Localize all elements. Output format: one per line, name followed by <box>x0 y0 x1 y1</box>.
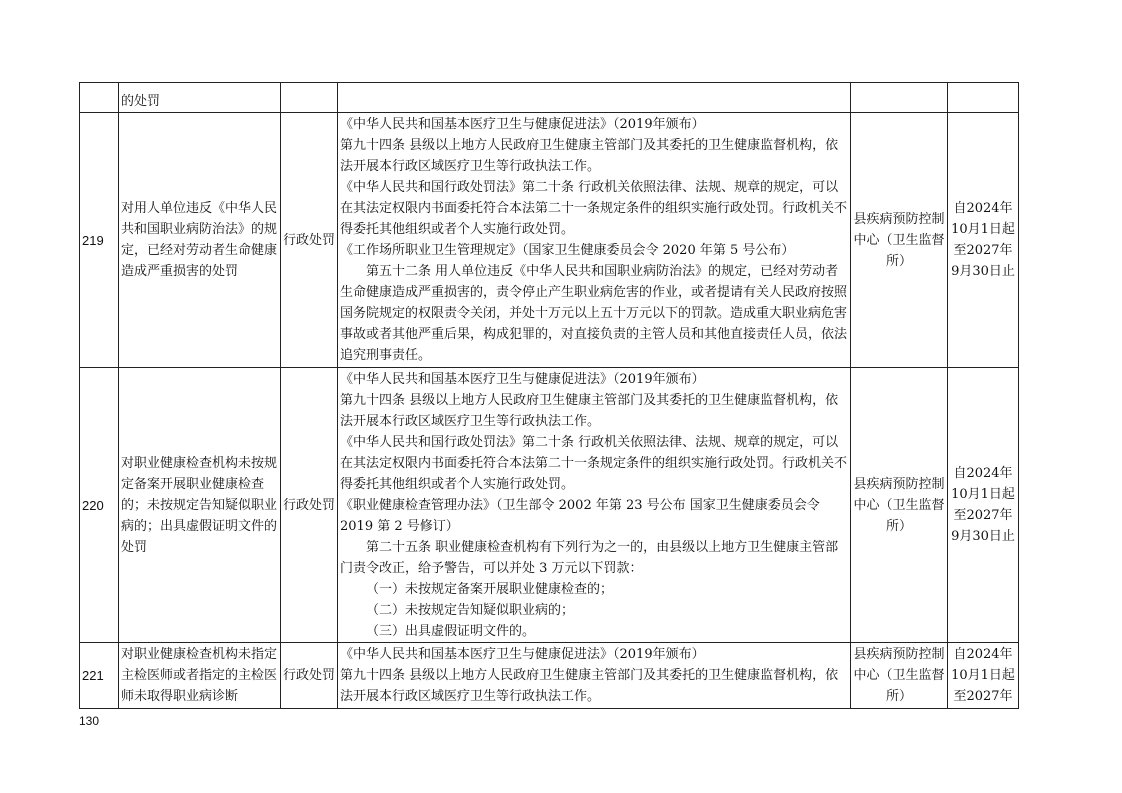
basis-cell <box>338 83 851 113</box>
regulation-table <box>79 82 1019 709</box>
row-number: 219 <box>80 113 119 368</box>
number-cell <box>80 83 119 113</box>
table-row <box>80 368 1019 643</box>
basis-line: 第九十四条 县级以上地方人民政府卫生健康主管部门及其委托的卫生健康监督机构，依法开展本行政区域医疗卫生等行政执法工作。 <box>340 668 839 704</box>
type-cell: 行政处罚 <box>281 113 338 368</box>
type-cell: 行政处罚 <box>281 368 338 643</box>
row-number: 220 <box>80 368 119 643</box>
basis-line: 第九十四条 县级以上地方人民政府卫生健康主管部门及其委托的卫生健康监督机构，依法开展本行政区域医疗卫生等行政执法工作。 <box>340 392 839 429</box>
basis-cell <box>338 368 851 643</box>
basis-cell <box>338 113 851 368</box>
matter-cell: 对职业健康检查机构未指定主检医师或者指定的主检医师未取得职业病诊断 <box>119 643 281 709</box>
basis-line: 《中华人民共和国基本医疗卫生与健康促进法》（2019年颁布） <box>340 117 705 132</box>
type-cell: 行政处罚 <box>281 643 338 709</box>
basis-line: 《中华人民共和国基本医疗卫生与健康促进法》（2019年颁布） <box>340 647 705 662</box>
row-number: 221 <box>80 643 119 709</box>
basis-line: 《中华人民共和国基本医疗卫生与健康促进法》（2019年颁布） <box>340 371 705 387</box>
period-cell: 自2024年10月1日起至2027年 <box>948 643 1019 709</box>
agency-cell: 县疾病预防控制中心（卫生监督所） <box>851 643 948 709</box>
period-cell: 自2024年10月1日起至2027年9月30日止 <box>948 368 1019 643</box>
matter-cell: 的处罚 <box>119 83 281 113</box>
matter-cell: 对用人单位违反《中华人民共和国职业病防治法》的规定，已经对劳动者生命健康造成严重损害的处罚 <box>119 113 281 368</box>
basis-line: 《中华人民共和国行政处罚法》第二十条 行政机关依照法律、法规、规章的规定，可以在其法定权限内书面委托符合本法第二十一条规定条件的组织实施行政处罚。行政机关不得委托其他组织或者个人实施行政处罚。 <box>340 434 848 492</box>
basis-line: 第二十五条 职业健康检查机构有下列行为之一的，由县级以上地方卫生健康主管部门责令改正，给予警告，可以并处 3 万元以下罚款： <box>340 539 839 576</box>
type-cell <box>281 83 338 113</box>
basis-line: 第九十四条 县级以上地方人民政府卫生健康主管部门及其委托的卫生健康监督机构，依法开展本行政区域医疗卫生等行政执法工作。 <box>340 138 839 174</box>
agency-cell: 县疾病预防控制中心（卫生监督所） <box>851 113 948 368</box>
agency-cell: 县疾病预防控制中心（卫生监督所） <box>851 368 948 643</box>
basis-line: 《中华人民共和国行政处罚法》第二十条 行政机关依照法律、法规、规章的规定，可以在其法定权限内书面委托符合本法第二十一条规定条件的组织实施行政处罚。行政机关不得委托其他组织或者个人实施行政处罚。 <box>340 180 848 237</box>
basis-line: （一）未按规定备案开展职业健康检查的； <box>366 581 614 597</box>
table-row <box>80 83 1019 113</box>
basis-line: 《职业健康检查管理办法》（卫生部令 2002 年第 23 号公布 国家卫生健康委员会令 2019 第 2 号修订） <box>340 497 820 534</box>
agency-cell <box>851 83 948 113</box>
basis-line: （三）出具虚假证明文件的。 <box>366 623 536 639</box>
table-row <box>80 643 1019 709</box>
period-cell <box>948 83 1019 113</box>
matter-cell: 对职业健康检查机构未按规定备案开展职业健康检查的；未按规定告知疑似职业病的；出具虚假证明文件的处罚 <box>119 368 281 643</box>
page-number: 130 <box>79 714 100 728</box>
basis-line: 《工作场所职业卫生管理规定》（国家卫生健康委员会令 2020 年第 5 号公布） <box>340 243 795 258</box>
basis-line: （二）未按规定告知疑似职业病的； <box>366 602 575 618</box>
basis-cell <box>338 643 851 709</box>
period-cell: 自2024年10月1日起至2027年9月30日止 <box>948 113 1019 368</box>
table-row <box>80 113 1019 368</box>
basis-line: 第五十二条 用人单位违反《中华人民共和国职业病防治法》的规定，已经对劳动者生命健康造成严重损害的，责令停止产生职业病危害的作业，或者提请有关人民政府按照国务院规定的权限责令关闭，并处十万元以上五十万元以下的罚款。造成重大职业病危害事故或者其他严重后果，构成犯罪的，对直接负责的主管人员和其他直接责任人员，依法追究刑事责任。 <box>340 264 848 363</box>
